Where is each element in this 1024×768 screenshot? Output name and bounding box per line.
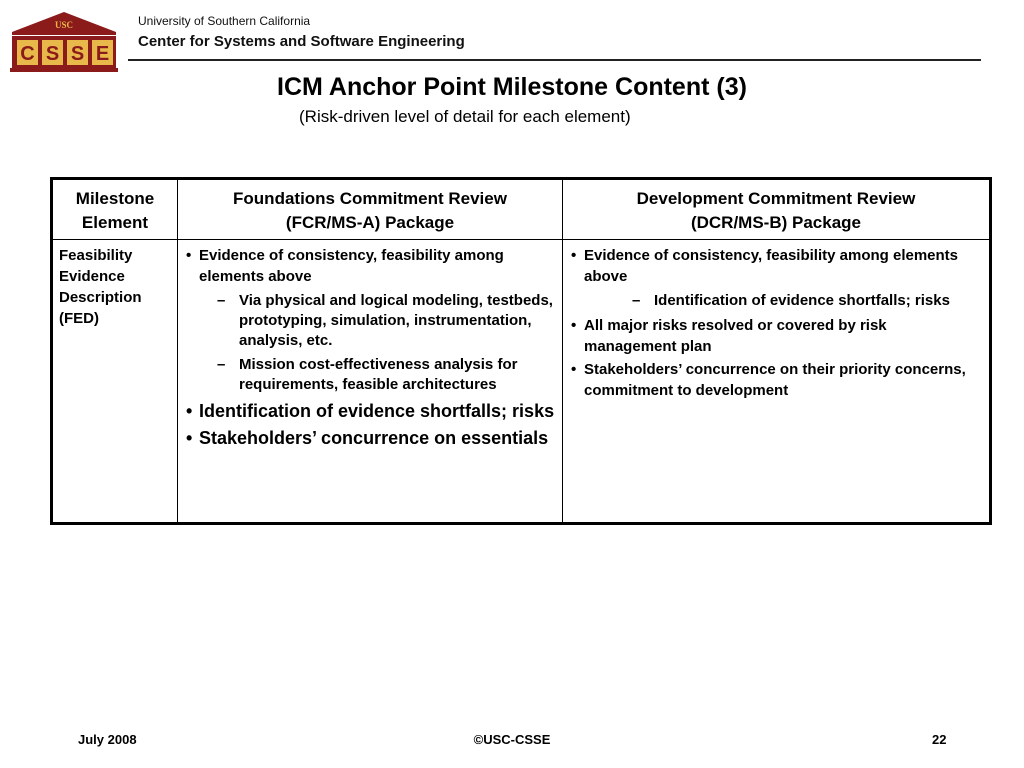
header-fcr-package: Foundations Commitment Review (FCR/MS-A) Package <box>178 179 563 240</box>
slide-subtitle: (Risk-driven level of detail for each element) <box>299 107 631 126</box>
cell-element-fed: Feasibility Evidence Description (FED) <box>52 240 178 524</box>
list-item: • Evidence of consistency, feasibility among elements above – Identification of evidence shortfalls; risks <box>569 245 983 311</box>
dcr-sub-list <box>584 291 983 311</box>
logo-letter-e: E <box>95 43 110 65</box>
list-item: • Identification of evidence shortfalls; risks <box>184 399 556 423</box>
list-item: – Via physical and logical modeling, testbeds, prototyping, simulation, instrumentation, analysis, etc. <box>199 291 556 351</box>
cell-dcr-content <box>563 240 991 524</box>
list-item: • Stakeholders’ concurrence on their priority concerns, commitment to development <box>569 359 983 401</box>
fcr-bullet-list <box>184 245 556 450</box>
header-milestone-element: Milestone Element <box>52 179 178 240</box>
dcr-bullet-list <box>569 245 983 401</box>
footer-copyright: ©USC-CSSE <box>473 732 551 747</box>
slide-title: ICM Anchor Point Milestone Content (3) <box>277 73 747 101</box>
milestone-table <box>50 177 992 525</box>
cell-fcr-content <box>178 240 563 524</box>
list-item: • All major risks resolved or covered by risk management plan <box>569 315 983 357</box>
logo-letter-s1: S <box>45 43 60 65</box>
list-item: • Stakeholders’ concurrence on essentials <box>184 426 556 450</box>
header-dcr-package: Development Commitment Review (DCR/MS-B) Package <box>563 179 991 240</box>
fcr-sub-list <box>199 291 556 395</box>
list-item: – Identification of evidence shortfalls; risks <box>584 291 983 311</box>
page-number: 22 <box>932 732 947 747</box>
usc-csse-logo <box>8 10 120 74</box>
logo-letter-c: C <box>20 43 35 65</box>
footer-date: July 2008 <box>78 732 137 747</box>
center-name: Center for Systems and Software Engineering <box>138 33 465 50</box>
university-name: University of Southern California <box>138 14 311 28</box>
table-header-row <box>52 179 991 240</box>
table-row <box>52 240 991 524</box>
logo-usc-text: USC <box>54 20 74 30</box>
header-divider <box>128 59 981 61</box>
logo-letter-s2: S <box>70 43 85 65</box>
list-item: • Evidence of consistency, feasibility among elements above – Via physical and logical modeling, testbeds, prototyping, simulation, instrumentation, analysis, etc. – Mission cost-effectiveness analysis for requirements, feasible architectures <box>184 245 556 395</box>
list-item: – Mission cost-effectiveness analysis for requirements, feasible architectures <box>199 355 556 395</box>
